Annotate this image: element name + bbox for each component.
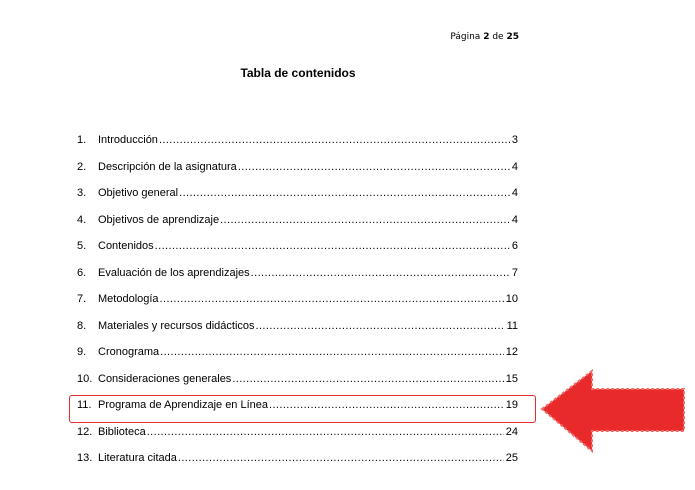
toc-entry-page: 4 <box>511 160 518 173</box>
toc-entry-number: 11. <box>77 399 92 411</box>
page-of: de <box>492 32 504 42</box>
toc-entry-number: 3. <box>77 187 87 199</box>
toc-dot-leader <box>256 320 505 332</box>
page-prefix: Página <box>450 32 481 42</box>
toc-entry-page: 19 <box>505 399 518 411</box>
toc-entry-number: 1. <box>77 134 87 146</box>
toc-entry-9[interactable] <box>77 346 518 373</box>
toc-entry-label: Biblioteca <box>98 425 146 438</box>
toc-entry-label: Descripción de la asignatura <box>98 160 237 173</box>
toc-dot-leader <box>160 346 504 358</box>
toc-entry-page: 15 <box>505 372 518 385</box>
toc-entry-page: 25 <box>505 452 518 464</box>
arrow-shape <box>542 371 684 451</box>
toc-dot-leader <box>159 134 510 146</box>
toc-entry-number: 4. <box>77 213 87 226</box>
toc-dot-leader <box>238 161 510 173</box>
toc-entry-label: Programa de Aprendizaje en Línea <box>98 399 269 411</box>
toc-entry-number: 9. <box>77 346 87 358</box>
toc-entry-8[interactable] <box>77 320 518 347</box>
toc-entry-label: Literatura citada <box>98 452 177 464</box>
toc-dot-leader <box>160 293 504 305</box>
toc-title: Tabla de contenidos <box>240 66 356 80</box>
page-current: 2 <box>483 32 490 42</box>
toc-entry-7[interactable] <box>77 293 518 320</box>
toc-entry-label: Objetivos de aprendizaje <box>98 213 220 226</box>
toc-entry-page: 7 <box>511 266 518 279</box>
toc-dot-leader <box>178 452 504 464</box>
toc-entry-label: Introducción <box>98 134 158 146</box>
highlight-box <box>69 395 536 423</box>
toc-entry-page: 3 <box>511 134 518 146</box>
toc-entry-number: 13. <box>77 452 93 464</box>
toc-entry-label: Consideraciones generales <box>98 372 232 385</box>
toc-entry-page: 6 <box>511 240 518 252</box>
toc-entry-page: 10 <box>505 293 518 305</box>
toc-entry-label: Contenidos <box>98 240 154 252</box>
toc-entry-page: 12 <box>505 346 518 358</box>
toc-dot-leader <box>232 373 503 385</box>
toc-entry-1[interactable] <box>77 134 518 161</box>
toc-entry-4[interactable] <box>77 214 518 241</box>
toc-entry-label: Cronograma <box>98 346 160 358</box>
toc-list <box>77 134 518 479</box>
toc-entry-number: 6. <box>77 266 87 279</box>
toc-entry-number: 10. <box>77 372 93 385</box>
toc-entry-number: 5. <box>77 240 87 252</box>
toc-entry-6[interactable] <box>77 267 518 294</box>
toc-dot-leader <box>155 240 510 252</box>
toc-entry-label: Metodología <box>98 293 159 305</box>
toc-dot-leader <box>179 187 510 199</box>
toc-entry-5[interactable] <box>77 240 518 267</box>
toc-entry-label: Evaluación de los aprendizajes <box>98 266 250 279</box>
red-arrow-icon <box>540 369 688 453</box>
toc-dot-leader <box>251 267 510 279</box>
toc-entry-number: 8. <box>77 319 87 332</box>
toc-entry-page: 4 <box>511 213 518 226</box>
toc-entry-3[interactable] <box>77 187 518 214</box>
page-total: 25 <box>506 32 519 42</box>
toc-entry-number: 7. <box>77 293 87 305</box>
toc-entry-page: 11 <box>506 319 518 332</box>
toc-entry-number: 12. <box>77 425 93 438</box>
toc-entry-label: Materiales y recursos didácticos <box>98 319 255 332</box>
toc-entry-13[interactable] <box>77 452 518 479</box>
toc-entry-12[interactable] <box>77 426 518 453</box>
toc-entry-2[interactable] <box>77 161 518 188</box>
toc-dot-leader <box>220 214 510 226</box>
toc-dot-leader <box>147 426 504 438</box>
toc-entry-label: Objetivo general <box>98 187 179 199</box>
toc-entry-page: 24 <box>505 425 518 438</box>
toc-entry-page: 4 <box>511 187 518 199</box>
page-number <box>450 32 519 42</box>
toc-entry-number: 2. <box>77 160 87 173</box>
